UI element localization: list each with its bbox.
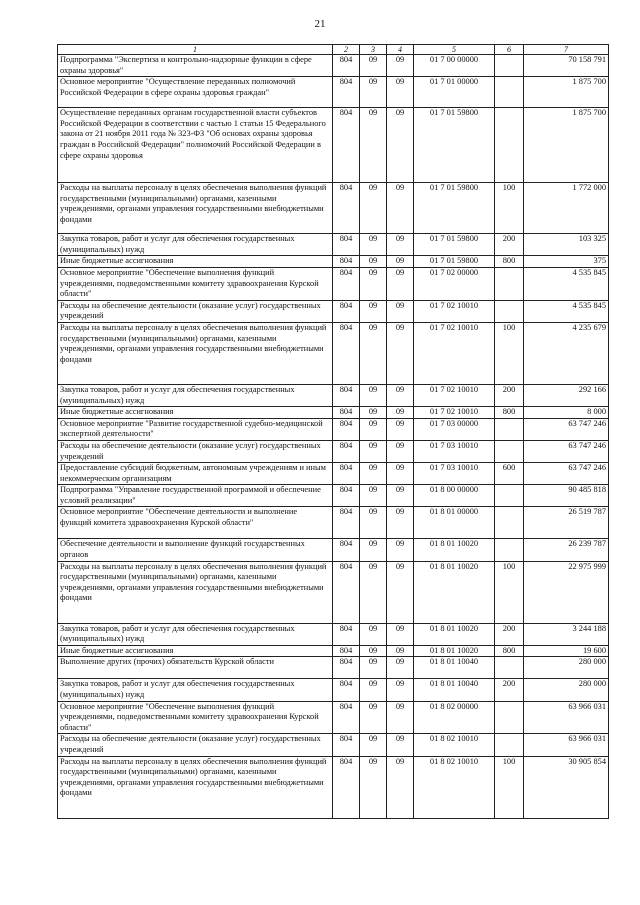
row-grbs-cell: 804 xyxy=(333,256,360,268)
row-grbs-cell: 804 xyxy=(333,645,360,657)
row-target-article-cell: 01 7 01 59800 xyxy=(414,183,495,234)
row-expense-type-cell xyxy=(495,77,524,108)
row-expense-type-cell: 200 xyxy=(495,679,524,701)
row-target-article-cell: 01 8 02 00000 xyxy=(414,701,495,734)
table-row xyxy=(58,463,609,485)
column-header: 1 xyxy=(58,45,333,55)
row-grbs-cell: 804 xyxy=(333,623,360,645)
row-section-cell: 09 xyxy=(360,55,387,77)
row-expense-type-cell: 100 xyxy=(495,561,524,623)
row-expense-type-cell xyxy=(495,657,524,679)
table-row xyxy=(58,418,609,440)
row-name-cell: Закупка товаров, работ и услуг для обеспечения государственных (муниципальных) нужд xyxy=(58,623,333,645)
row-subsection-cell: 09 xyxy=(387,407,414,419)
row-expense-type-cell xyxy=(495,539,524,561)
row-expense-type-cell xyxy=(495,267,524,300)
row-name-cell: Иные бюджетные ассигнования xyxy=(58,256,333,268)
table-row xyxy=(58,267,609,300)
row-section-cell: 09 xyxy=(360,322,387,384)
row-target-article-cell: 01 7 02 10010 xyxy=(414,384,495,406)
row-grbs-cell: 804 xyxy=(333,322,360,384)
row-grbs-cell: 804 xyxy=(333,734,360,756)
row-grbs-cell: 804 xyxy=(333,440,360,462)
row-name-cell: Расходы на обеспечение деятельности (оказание услуг) государственных учреждений xyxy=(58,440,333,462)
row-grbs-cell: 804 xyxy=(333,418,360,440)
row-section-cell: 09 xyxy=(360,440,387,462)
row-subsection-cell: 09 xyxy=(387,440,414,462)
row-section-cell: 09 xyxy=(360,645,387,657)
row-name-cell: Предоставление субсидий бюджетным, автономным учреждениям и иным некоммерческим организациям xyxy=(58,463,333,485)
row-name-cell: Иные бюджетные ассигнования xyxy=(58,645,333,657)
row-subsection-cell: 09 xyxy=(387,55,414,77)
row-section-cell: 09 xyxy=(360,108,387,183)
row-sum-cell: 8 000 xyxy=(524,407,609,419)
row-target-article-cell: 01 7 02 10010 xyxy=(414,407,495,419)
row-name-cell: Закупка товаров, работ и услуг для обеспечения государственных (муниципальных) нужд xyxy=(58,234,333,256)
row-sum-cell: 292 166 xyxy=(524,384,609,406)
row-target-article-cell: 01 8 02 10010 xyxy=(414,756,495,818)
row-grbs-cell: 804 xyxy=(333,463,360,485)
row-name-cell: Основное мероприятие "Обеспечение деятельности и выполнение функций комитета здравоохранения Курской области" xyxy=(58,507,333,539)
row-sum-cell: 63 747 246 xyxy=(524,418,609,440)
row-target-article-cell: 01 7 00 00000 xyxy=(414,55,495,77)
row-grbs-cell: 804 xyxy=(333,485,360,507)
row-sum-cell: 63 966 031 xyxy=(524,701,609,734)
row-grbs-cell: 804 xyxy=(333,108,360,183)
row-subsection-cell: 09 xyxy=(387,756,414,818)
table-row xyxy=(58,183,609,234)
row-section-cell: 09 xyxy=(360,507,387,539)
table-row xyxy=(58,657,609,679)
table-row xyxy=(58,440,609,462)
row-subsection-cell: 09 xyxy=(387,539,414,561)
row-grbs-cell: 804 xyxy=(333,756,360,818)
table-row xyxy=(58,108,609,183)
row-section-cell: 09 xyxy=(360,623,387,645)
row-sum-cell: 103 325 xyxy=(524,234,609,256)
row-subsection-cell: 09 xyxy=(387,183,414,234)
row-sum-cell: 4 535 845 xyxy=(524,267,609,300)
row-sum-cell: 1 772 000 xyxy=(524,183,609,234)
column-header: 4 xyxy=(387,45,414,55)
row-section-cell: 09 xyxy=(360,267,387,300)
row-sum-cell: 19 600 xyxy=(524,645,609,657)
row-target-article-cell: 01 8 02 10010 xyxy=(414,734,495,756)
row-subsection-cell: 09 xyxy=(387,645,414,657)
row-target-article-cell: 01 7 03 00000 xyxy=(414,418,495,440)
row-grbs-cell: 804 xyxy=(333,679,360,701)
row-target-article-cell: 01 8 01 10020 xyxy=(414,561,495,623)
row-name-cell: Основное мероприятие "Осуществление переданных полномочий Российской Федерации в сфере охраны здоровья граждан" xyxy=(58,77,333,108)
row-section-cell: 09 xyxy=(360,384,387,406)
row-target-article-cell: 01 7 02 10010 xyxy=(414,300,495,322)
row-sum-cell: 375 xyxy=(524,256,609,268)
row-sum-cell: 90 485 818 xyxy=(524,485,609,507)
row-target-article-cell: 01 7 02 00000 xyxy=(414,267,495,300)
table-row xyxy=(58,539,609,561)
row-subsection-cell: 09 xyxy=(387,561,414,623)
row-expense-type-cell xyxy=(495,300,524,322)
row-sum-cell: 1 875 700 xyxy=(524,77,609,108)
row-name-cell: Расходы на выплаты персоналу в целях обеспечения выполнения функций государственными (муниципальными) органами, казенными учреждениями, органами управления государственными внебюджетными фондами xyxy=(58,756,333,818)
row-expense-type-cell xyxy=(495,507,524,539)
row-section-cell: 09 xyxy=(360,256,387,268)
row-subsection-cell: 09 xyxy=(387,734,414,756)
row-sum-cell: 63 966 031 xyxy=(524,734,609,756)
row-target-article-cell: 01 8 01 10020 xyxy=(414,645,495,657)
row-grbs-cell: 804 xyxy=(333,384,360,406)
row-grbs-cell: 804 xyxy=(333,701,360,734)
row-grbs-cell: 804 xyxy=(333,55,360,77)
table-row xyxy=(58,256,609,268)
row-grbs-cell: 804 xyxy=(333,657,360,679)
row-sum-cell: 4 535 845 xyxy=(524,300,609,322)
row-section-cell: 09 xyxy=(360,183,387,234)
row-sum-cell: 1 875 700 xyxy=(524,108,609,183)
table-row xyxy=(58,701,609,734)
row-subsection-cell: 09 xyxy=(387,657,414,679)
row-section-cell: 09 xyxy=(360,756,387,818)
row-expense-type-cell: 100 xyxy=(495,322,524,384)
row-subsection-cell: 09 xyxy=(387,77,414,108)
row-target-article-cell: 01 7 03 10010 xyxy=(414,463,495,485)
row-expense-type-cell xyxy=(495,108,524,183)
row-expense-type-cell: 200 xyxy=(495,234,524,256)
row-subsection-cell: 09 xyxy=(387,300,414,322)
table-row xyxy=(58,645,609,657)
row-expense-type-cell xyxy=(495,440,524,462)
row-section-cell: 09 xyxy=(360,407,387,419)
row-grbs-cell: 804 xyxy=(333,561,360,623)
column-header: 2 xyxy=(333,45,360,55)
column-header: 3 xyxy=(360,45,387,55)
row-target-article-cell: 01 8 01 00000 xyxy=(414,507,495,539)
row-target-article-cell: 01 8 01 10040 xyxy=(414,657,495,679)
row-grbs-cell: 804 xyxy=(333,77,360,108)
table-header-row xyxy=(58,45,609,55)
row-expense-type-cell: 800 xyxy=(495,256,524,268)
row-subsection-cell: 09 xyxy=(387,322,414,384)
row-target-article-cell: 01 7 01 59800 xyxy=(414,234,495,256)
row-name-cell: Закупка товаров, работ и услуг для обеспечения государственных (муниципальных) нужд xyxy=(58,384,333,406)
row-target-article-cell: 01 7 01 00000 xyxy=(414,77,495,108)
table-row xyxy=(58,756,609,818)
row-target-article-cell: 01 7 01 59800 xyxy=(414,108,495,183)
column-header: 6 xyxy=(495,45,524,55)
row-section-cell: 09 xyxy=(360,679,387,701)
table-row xyxy=(58,679,609,701)
row-subsection-cell: 09 xyxy=(387,463,414,485)
row-expense-type-cell: 600 xyxy=(495,463,524,485)
row-section-cell: 09 xyxy=(360,77,387,108)
budget-table xyxy=(57,44,609,819)
row-sum-cell: 63 747 246 xyxy=(524,463,609,485)
table-row xyxy=(58,507,609,539)
row-expense-type-cell: 100 xyxy=(495,183,524,234)
row-sum-cell: 26 519 787 xyxy=(524,507,609,539)
row-grbs-cell: 804 xyxy=(333,234,360,256)
row-section-cell: 09 xyxy=(360,561,387,623)
row-subsection-cell: 09 xyxy=(387,623,414,645)
table-row xyxy=(58,384,609,406)
row-target-article-cell: 01 7 02 10010 xyxy=(414,322,495,384)
table-row xyxy=(58,623,609,645)
row-expense-type-cell: 100 xyxy=(495,756,524,818)
row-section-cell: 09 xyxy=(360,234,387,256)
table-row xyxy=(58,407,609,419)
row-name-cell: Подпрограмма "Экспертиза и контрольно-надзорные функции в сфере охраны здоровья" xyxy=(58,55,333,77)
row-grbs-cell: 804 xyxy=(333,539,360,561)
row-name-cell: Расходы на выплаты персоналу в целях обеспечения выполнения функций государственными (муниципальными) органами, казенными учреждениями, органами управления государственными внебюджетными фондами xyxy=(58,322,333,384)
row-sum-cell: 280 000 xyxy=(524,679,609,701)
row-subsection-cell: 09 xyxy=(387,256,414,268)
row-expense-type-cell: 200 xyxy=(495,384,524,406)
row-name-cell: Выполнение других (прочих) обязательств Курской области xyxy=(58,657,333,679)
row-expense-type-cell xyxy=(495,418,524,440)
row-expense-type-cell xyxy=(495,485,524,507)
row-subsection-cell: 09 xyxy=(387,234,414,256)
row-expense-type-cell xyxy=(495,701,524,734)
row-section-cell: 09 xyxy=(360,300,387,322)
table-row xyxy=(58,234,609,256)
row-sum-cell: 30 905 854 xyxy=(524,756,609,818)
column-header: 7 xyxy=(524,45,609,55)
table-row xyxy=(58,55,609,77)
row-subsection-cell: 09 xyxy=(387,267,414,300)
row-section-cell: 09 xyxy=(360,463,387,485)
row-grbs-cell: 804 xyxy=(333,507,360,539)
row-name-cell: Основное мероприятие "Обеспечение выполнения функций учреждениями, подведомственными комитету здравоохранения Курской области" xyxy=(58,267,333,300)
row-subsection-cell: 09 xyxy=(387,679,414,701)
page-number: 21 xyxy=(314,18,326,30)
row-sum-cell: 63 747 246 xyxy=(524,440,609,462)
row-name-cell: Обеспечение деятельности и выполнение функций государственных органов xyxy=(58,539,333,561)
row-sum-cell: 22 975 999 xyxy=(524,561,609,623)
row-name-cell: Иные бюджетные ассигнования xyxy=(58,407,333,419)
row-sum-cell: 70 158 791 xyxy=(524,55,609,77)
row-target-article-cell: 01 8 01 10020 xyxy=(414,539,495,561)
row-grbs-cell: 804 xyxy=(333,183,360,234)
row-subsection-cell: 09 xyxy=(387,384,414,406)
row-section-cell: 09 xyxy=(360,539,387,561)
row-sum-cell: 26 239 787 xyxy=(524,539,609,561)
row-expense-type-cell: 200 xyxy=(495,623,524,645)
row-name-cell: Расходы на обеспечение деятельности (оказание услуг) государственных учреждений xyxy=(58,734,333,756)
row-sum-cell: 280 000 xyxy=(524,657,609,679)
row-section-cell: 09 xyxy=(360,657,387,679)
row-name-cell: Осуществление переданных органам государственной власти субъектов Российской Федерации в соответствии с частью 1 статьи 15 Федерального закона от 21 ноября 2011 года № 323-ФЗ "Об основах охраны здоровья граждан в Российской Федерации" полномочий Российской Федерации в сфере охраны здоровья xyxy=(58,108,333,183)
row-name-cell: Основное мероприятие "Обеспечение выполнения функций учреждениями, подведомственными комитету здравоохранения Курской области" xyxy=(58,701,333,734)
row-target-article-cell: 01 8 00 00000 xyxy=(414,485,495,507)
row-sum-cell: 3 244 188 xyxy=(524,623,609,645)
row-subsection-cell: 09 xyxy=(387,108,414,183)
row-section-cell: 09 xyxy=(360,734,387,756)
row-expense-type-cell xyxy=(495,55,524,77)
row-expense-type-cell xyxy=(495,734,524,756)
column-header: 5 xyxy=(414,45,495,55)
row-name-cell: Расходы на выплаты персоналу в целях обеспечения выполнения функций государственными (муниципальными) органами, казенными учреждениями, органами управления государственными внебюджетными фондами xyxy=(58,561,333,623)
row-section-cell: 09 xyxy=(360,418,387,440)
row-expense-type-cell: 800 xyxy=(495,407,524,419)
row-name-cell: Расходы на выплаты персоналу в целях обеспечения выполнения функций государственными (муниципальными) органами, казенными учреждениями, органами управления государственными внебюджетными фондами xyxy=(58,183,333,234)
table-row xyxy=(58,322,609,384)
row-target-article-cell: 01 7 03 10010 xyxy=(414,440,495,462)
row-section-cell: 09 xyxy=(360,701,387,734)
table-row xyxy=(58,561,609,623)
row-name-cell: Основное мероприятие "Развитие государственной судебно-медицинской экспертной деятельности" xyxy=(58,418,333,440)
row-subsection-cell: 09 xyxy=(387,507,414,539)
row-sum-cell: 4 235 679 xyxy=(524,322,609,384)
row-name-cell: Закупка товаров, работ и услуг для обеспечения государственных (муниципальных) нужд xyxy=(58,679,333,701)
row-subsection-cell: 09 xyxy=(387,485,414,507)
table-row xyxy=(58,485,609,507)
table-row xyxy=(58,77,609,108)
row-target-article-cell: 01 7 01 59800 xyxy=(414,256,495,268)
row-name-cell: Расходы на обеспечение деятельности (оказание услуг) государственных учреждений xyxy=(58,300,333,322)
table-row xyxy=(58,300,609,322)
row-grbs-cell: 804 xyxy=(333,407,360,419)
row-expense-type-cell: 800 xyxy=(495,645,524,657)
row-grbs-cell: 804 xyxy=(333,267,360,300)
row-grbs-cell: 804 xyxy=(333,300,360,322)
row-name-cell: Подпрограмма "Управление государственной программой и обеспечение условий реализации" xyxy=(58,485,333,507)
row-target-article-cell: 01 8 01 10040 xyxy=(414,679,495,701)
row-target-article-cell: 01 8 01 10020 xyxy=(414,623,495,645)
table-row xyxy=(58,734,609,756)
row-section-cell: 09 xyxy=(360,485,387,507)
row-subsection-cell: 09 xyxy=(387,701,414,734)
row-subsection-cell: 09 xyxy=(387,418,414,440)
